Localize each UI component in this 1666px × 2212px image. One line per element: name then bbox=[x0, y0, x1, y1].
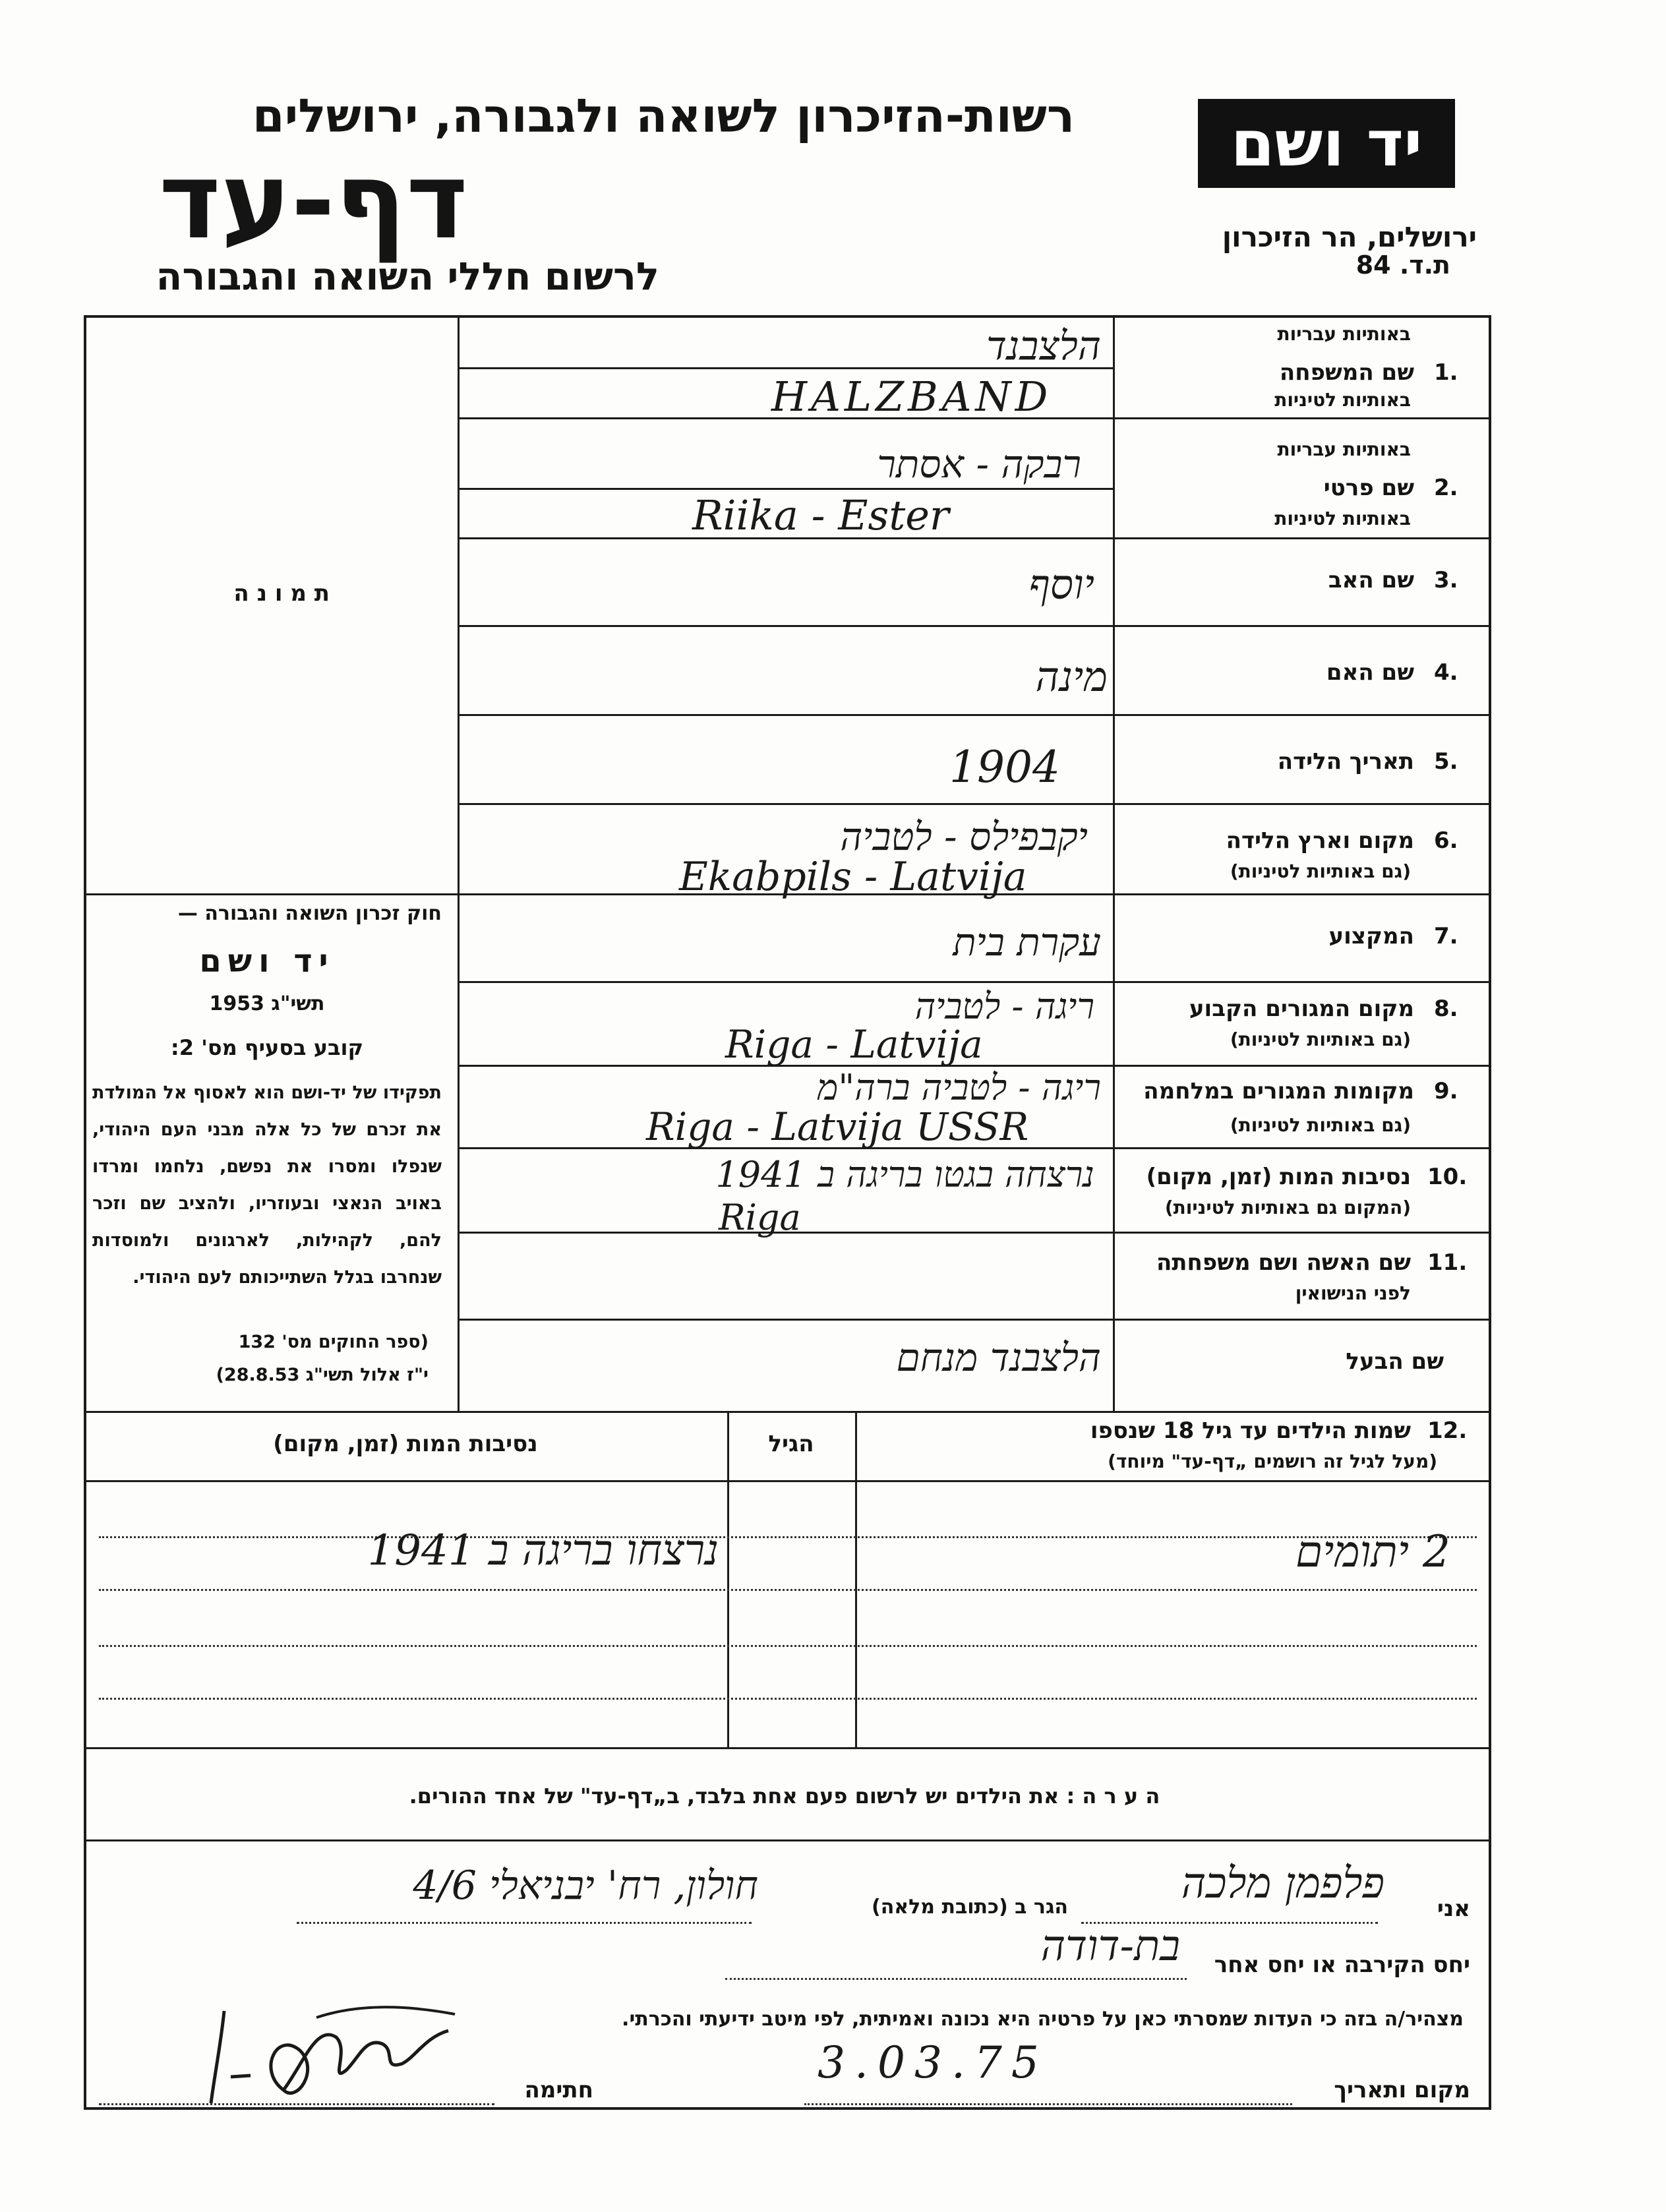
field-2-sub-hebrew: באותיות עבריות bbox=[1277, 438, 1411, 460]
field-11-number: 11. bbox=[1427, 1249, 1468, 1276]
signature-label: חתימה bbox=[524, 2077, 593, 2103]
declarant-i-label: אני bbox=[1437, 1896, 1470, 1922]
declarant-address-line bbox=[297, 1922, 752, 1924]
note-text: ה ע ר ה : את הילדים יש לרשום פעם אחת בלבד, ב„דף-עד" של אחד ההורים. bbox=[409, 1783, 1160, 1808]
field-5-label: תאריך הלידה bbox=[1277, 748, 1414, 775]
children-dotted-2 bbox=[99, 1589, 1477, 1591]
yad-vashem-logo bbox=[1198, 99, 1455, 188]
children-label: שמות הילדים עד גיל 18 שנספו bbox=[1090, 1418, 1411, 1444]
relation-label: יחס הקירבה או יחס אחר bbox=[1214, 1952, 1470, 1978]
declaration-text: מצהיר/ה בזה כי העדות שמסרתי כאן על פרטיה היא נכונה ואמיתית, לפי מיטב ידיעתי והכרתי. bbox=[622, 2008, 1464, 2031]
field-7-label: המקצוע bbox=[1328, 923, 1414, 949]
field-1-sub-latin: באותיות לטיניות bbox=[1274, 389, 1411, 411]
field-8-value-latin: Riga - Latvija bbox=[725, 1022, 983, 1067]
grid-vline-left bbox=[458, 315, 460, 1412]
field-2-number: 2. bbox=[1434, 475, 1458, 501]
authority-title: רשות-הזיכרון לשואה ולגבורה, ירושלים bbox=[252, 89, 1075, 143]
children-dotted-4 bbox=[99, 1698, 1477, 1700]
field-6-value-hebrew: יקבפילס - לטביה bbox=[840, 814, 1088, 859]
row-split-2 bbox=[458, 488, 1114, 490]
field-6-number: 6. bbox=[1434, 827, 1458, 854]
field-10-sub: (המקום גם באותיות לטיניות) bbox=[1164, 1197, 1411, 1218]
law-date: י"ז אלול תשי"ג 28.8.53) bbox=[216, 1365, 429, 1385]
field-10-value-hebrew: נרצחה בגטו בריגה ב 1941 bbox=[715, 1154, 1094, 1195]
field-9-value-latin: Riga - Latvija USSR bbox=[646, 1104, 1029, 1149]
photo-label: ת מ ו נ ה bbox=[233, 580, 330, 607]
field-3-number: 3. bbox=[1434, 567, 1458, 593]
field-6-sub: (גם באותיות לטיניות) bbox=[1230, 860, 1411, 882]
child-row-1-death: נרצחו בריגה ב 1941 bbox=[367, 1526, 719, 1575]
law-source: (ספר החוקים מס' 132 bbox=[238, 1332, 429, 1352]
place-date-label: מקום ותאריך bbox=[1334, 2077, 1470, 2103]
address-line-1: ירושלים, הר הזיכרון bbox=[1222, 221, 1477, 253]
place-date-line bbox=[804, 2103, 1292, 2105]
field-8-value-hebrew: ריגה - לטביה bbox=[914, 986, 1094, 1027]
field-2-label: שם פרטי bbox=[1323, 475, 1414, 501]
field-1-label: שם המשפחה bbox=[1279, 359, 1414, 386]
children-vline-1 bbox=[855, 1411, 857, 1747]
field-4-number: 4. bbox=[1434, 659, 1458, 686]
law-text: תפקידו של יד-ושם הוא לאסוף אל המולדת את זכרם של כל אלה מבני העם היהודי, שנפלו ומסרו את נפשם, נלחמו ומרדו באויב הנאצי ובעוזריו, ולהציב שם וזכר להם, לקהילות, לארגונים ולמוסדות שנחרבו בגלל השתייכותם לעם היהודי. bbox=[92, 1083, 442, 1288]
children-bottom-line bbox=[84, 1747, 1491, 1749]
grid-vline-mid bbox=[1113, 315, 1115, 1412]
field-9-value-hebrew: ריגה - לטביה ברה"מ bbox=[817, 1067, 1101, 1108]
field-3-label: שם האב bbox=[1328, 567, 1414, 593]
law-name: יד ושם bbox=[199, 943, 335, 980]
declaration-date: 3.03.75 bbox=[818, 2037, 1048, 2088]
field-2-sub-latin: באותיות לטיניות bbox=[1274, 508, 1411, 529]
field-11-sub: לפני הנישואין bbox=[1295, 1282, 1411, 1304]
field-10-value-latin: Riga bbox=[719, 1197, 801, 1238]
field-11-label: שם האשה ושם משפחתה bbox=[1156, 1249, 1411, 1276]
row-line-3 bbox=[458, 625, 1491, 627]
field-7-value: עקרת בית bbox=[953, 920, 1101, 965]
law-title: חוק זכרון השואה והגבורה — bbox=[177, 902, 442, 925]
row-line-4 bbox=[458, 714, 1491, 716]
row-line-5 bbox=[458, 803, 1491, 805]
handwritten-signature bbox=[185, 1991, 468, 2110]
row-line-12 bbox=[84, 1411, 1491, 1413]
row-line-2 bbox=[458, 537, 1491, 539]
children-vline-2 bbox=[727, 1411, 729, 1747]
child-row-1-name: 2 יתומים bbox=[1295, 1526, 1450, 1577]
field-8-label: מקום המגורים הקבוע bbox=[1189, 996, 1414, 1022]
field-5-value: 1904 bbox=[949, 742, 1060, 792]
field-10-label: נסיבות המות (זמן, מקום) bbox=[1146, 1164, 1411, 1190]
field-2-value-latin: Riika - Ester bbox=[692, 491, 949, 539]
children-number: 12. bbox=[1427, 1418, 1468, 1444]
form-subtitle: לרשום חללי השואה והגבורה bbox=[156, 254, 659, 299]
children-header-line bbox=[84, 1480, 1491, 1482]
field-8-sub: (גם באותיות לטיניות) bbox=[1230, 1029, 1411, 1050]
law-year: תשי"ג 1953 bbox=[209, 992, 325, 1015]
field-1-value-latin: HALZBAND bbox=[771, 373, 1052, 421]
row-line-10 bbox=[458, 1232, 1491, 1234]
logo-text: יד ושם bbox=[1230, 106, 1423, 181]
row-line-7 bbox=[458, 981, 1491, 983]
declarant-resides-label: הגר ב (כתובת מלאה) bbox=[871, 1896, 1068, 1919]
declarant-address: חולון, רח' יבניאלי 4/6 bbox=[413, 1863, 758, 1909]
field-4-label: שם האם bbox=[1326, 659, 1414, 686]
field-8-number: 8. bbox=[1434, 996, 1458, 1022]
field-10-number: 10. bbox=[1427, 1164, 1468, 1190]
field-2-value-hebrew: רבקה - אסתר bbox=[877, 442, 1081, 487]
husband-value: הלצבנד מנחם bbox=[896, 1335, 1101, 1380]
field-9-label: מקומות המגורים במלחמה bbox=[1143, 1078, 1414, 1104]
photo-law-divider bbox=[84, 893, 459, 895]
children-age-header: הגיל bbox=[768, 1431, 814, 1457]
field-9-sub: (גם באותיות לטיניות) bbox=[1230, 1114, 1411, 1136]
field-1-sub-hebrew: באותיות עבריות bbox=[1277, 323, 1411, 345]
field-4-value: מינה bbox=[1035, 653, 1108, 701]
field-9-number: 9. bbox=[1434, 1078, 1458, 1104]
children-death-header: נסיבות המות (זמן, מקום) bbox=[273, 1431, 538, 1457]
address-line-2: ת.ד. 84 bbox=[1355, 251, 1450, 280]
law-clause: קובע בסעיף מס' 2: bbox=[170, 1035, 364, 1060]
declarant-name: פלפמן מלכה bbox=[1181, 1859, 1384, 1908]
field-3-value: יוסף bbox=[1028, 560, 1094, 609]
field-7-number: 7. bbox=[1434, 923, 1458, 949]
children-sub: (מעל לגיל זה רושמים „דף-עד" מיוחד) bbox=[1108, 1450, 1437, 1472]
relation-line bbox=[725, 1978, 1187, 1980]
children-dotted-3 bbox=[99, 1645, 1477, 1647]
field-1-number: 1. bbox=[1434, 359, 1458, 386]
field-6-value-latin: Ekabpils - Latvija bbox=[679, 854, 1027, 900]
row-line-11 bbox=[458, 1319, 1491, 1321]
relation-value: בת-דודה bbox=[1040, 1922, 1180, 1971]
field-5-number: 5. bbox=[1434, 748, 1458, 775]
field-6-label: מקום וארץ הלידה bbox=[1226, 827, 1414, 854]
field-1-value-hebrew: הלצבנד bbox=[986, 323, 1101, 369]
form-title: דף-עד bbox=[158, 139, 468, 262]
husband-label: שם הבעל bbox=[1346, 1348, 1444, 1375]
note-bottom-line bbox=[84, 1839, 1491, 1841]
